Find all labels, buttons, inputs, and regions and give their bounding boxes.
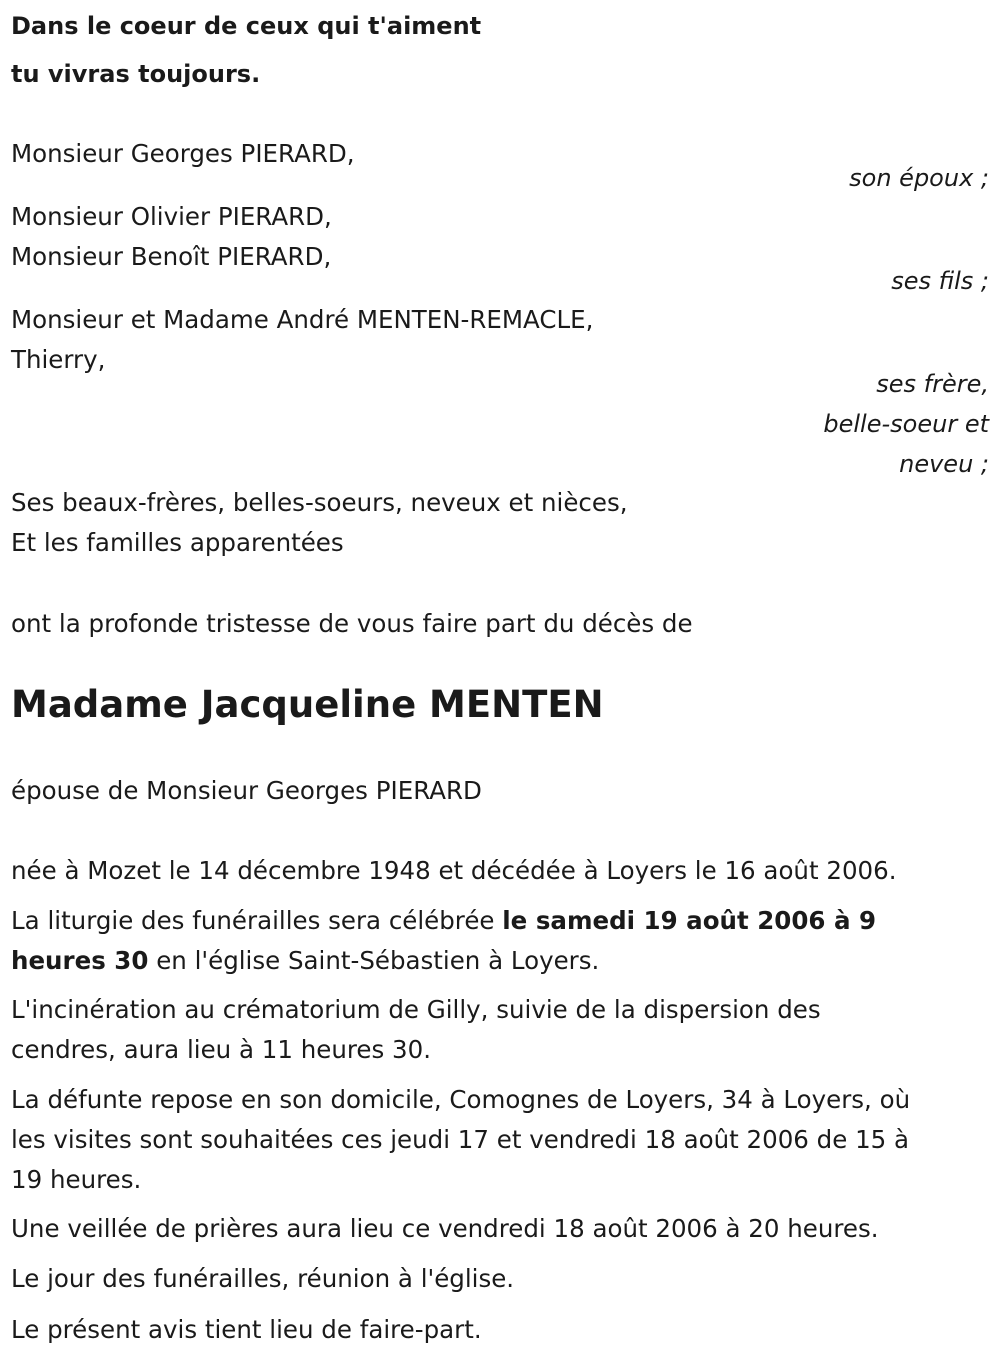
liturgy-prefix: La liturgie des funérailles sera célébrée [11,906,503,935]
liturgy-paragraph [11,901,989,981]
epitaph-line-1: Dans le coeur de ceux qui t'aiment [11,12,482,40]
rest-paragraph [11,1080,989,1200]
cremation-line-2: cendres, aura lieu à 11 heures 30. [11,1035,432,1064]
notice-line: Le présent avis tient lieu de faire-part. [11,1315,482,1344]
rest-line-3: 19 heures. [11,1165,142,1194]
cremation-paragraph [11,990,989,1070]
liturgy-date-line-2: heures 30 [11,946,149,975]
epitaph-line-2: tu vivras toujours. [11,60,261,88]
cremation-line-1: L'incinération au crématorium de Gilly, suivie de la dispersion des [11,995,821,1024]
spouse-of-line: épouse de Monsieur Georges PIERARD [11,776,482,805]
vigil-line: Une veillée de prières aura lieu ce vendredi 18 août 2006 à 20 heures. [11,1214,879,1243]
rest-line-1: La défunte repose en son domicile, Comognes de Loyers, 34 à Loyers, où [11,1085,911,1114]
brother-role-line-2: belle-soeur et [823,410,989,438]
son-benoit: Monsieur Benoît PIERARD, [11,242,332,271]
sons-role: ses fils ; [891,267,989,295]
brother-couple: Monsieur et Madame André MENTEN-REMACLE, [11,305,594,334]
son-olivier: Monsieur Olivier PIERARD, [11,202,332,231]
inlaws-line: Ses beaux-frères, belles-soeurs, neveux et nièces, [11,488,628,517]
deceased-name: Madame Jacqueline MENTEN [11,683,604,726]
liturgy-suffix: en l'église Saint-Sébastien à Loyers. [148,946,600,975]
spouse-name: Monsieur Georges PIERARD, [11,139,355,168]
spouse-role: son époux ; [849,164,989,192]
brother-role-line-1: ses frère, [876,370,989,398]
birth-death-line: née à Mozet le 14 décembre 1948 et décédée à Loyers le 16 août 2006. [11,856,897,885]
families-line: Et les familles apparentées [11,528,344,557]
brother-role-line-3: neveu ; [899,450,989,478]
meeting-line: Le jour des funérailles, réunion à l'église. [11,1264,515,1293]
nephew-name: Thierry, [11,345,106,374]
rest-line-2: les visites sont souhaitées ces jeudi 17 et vendredi 18 août 2006 de 15 à [11,1125,910,1154]
liturgy-date-line-1: le samedi 19 août 2006 à 9 [502,906,877,935]
announcement-line: ont la profonde tristesse de vous faire part du décès de [11,609,693,638]
